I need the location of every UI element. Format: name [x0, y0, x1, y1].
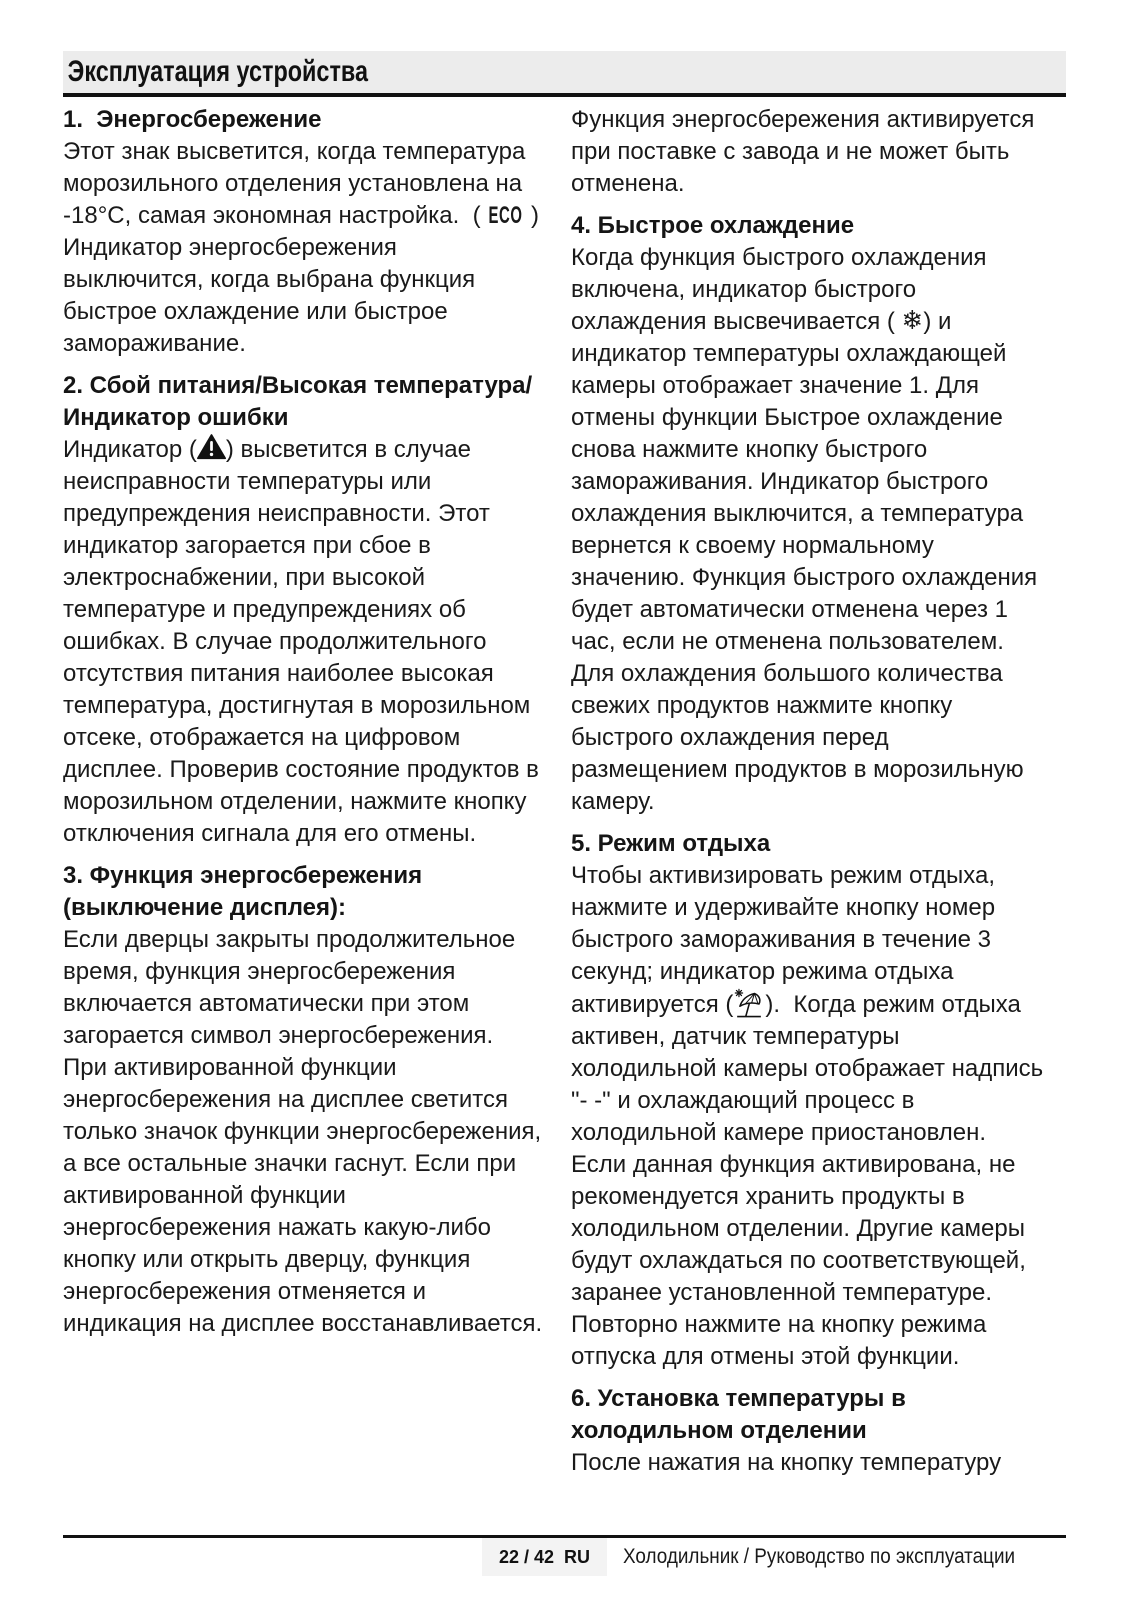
page-indicator: 22 / 42 RU [482, 1538, 607, 1576]
text-before-eco: Этот знак высветится, когда температура морозильного отделения установлена на -18°C, самая экономная настройка. ( [63, 138, 532, 229]
text-after-umbrella: ). Когда режим отдыха активен, датчик температуры холодильной камеры отображает надпись "- -" и охлаждающий процесс в холодильной камере приостановлен. Если данная функция активирована, не рекомендуется хранить продукты в холодильном отделении. Другие камеры будут охлаждаться по соответствующей, заранее установленной температуре. Повторно нажмите на кнопку режима отпуска для отмены этой функции. [571, 991, 1057, 1370]
beach-umbrella-icon [733, 988, 765, 1019]
para-fast-cooling [571, 242, 1049, 818]
para-energy-saving-function-2: При активированной функции энергосбережения на дисплее светится только значок функции энергосбережения, а все остальные значки гаснут. Если при активированной функции энергосбережения нажать какую-либо кнопку или открыть дверцу, функция энергосбережения отменяется и индикация на дисплее восстанавливается. [63, 1054, 548, 1337]
text-before-snowflake: Когда функция быстрого охлаждения включена, индикатор быстрого охлаждения высвечивается ( [571, 244, 994, 335]
right-column [571, 104, 1057, 1479]
heading-energy-saving: 1. Энергосбережение [63, 106, 322, 133]
page-title: Эксплуатация устройства [67, 55, 369, 88]
text-after-eco: ) Индикатор энергосбережения выключится, когда выбрана функция быстрое охлаждение или быстрое замораживание. [63, 202, 546, 357]
snowflake-icon: ❄ [901, 306, 924, 336]
heading-fast-cooling: 4. Быстрое охлаждение [571, 212, 855, 239]
section-header-bar [63, 51, 1066, 97]
para-energy-saving-function-1: Если дверцы закрыты продолжительное время, функция энергосбережения включается автоматически при этом загорается символ энергосбережения. [63, 926, 522, 1049]
para-energy-saving [63, 136, 544, 360]
para-vacation-mode [571, 860, 1057, 1373]
left-column [63, 104, 548, 1479]
document-title: Холодильник / Руководство по эксплуатации [623, 1545, 1016, 1568]
eco-indicator-label: ECO [488, 202, 523, 229]
heading-power-failure: 2. Сбой питания/Высокая температура/Индикатор ошибки [63, 372, 533, 431]
text-before-umbrella: Чтобы активизировать режим отдыха, нажмите и удерживайте кнопку номер быстрого замораживания в течение 3 секунд; индикатор режима отдыха активируется ( [571, 862, 1002, 1018]
para-fridge-temperature: После нажатия на кнопку температуру [571, 1449, 1002, 1476]
heading-fridge-temperature: 6. Установка температуры в холодильном отделении [571, 1385, 913, 1444]
heading-vacation-mode: 5. Режим отдыха [571, 830, 771, 857]
heading-energy-saving-function: 3. Функция энергосбережения (выключение дисплея): [63, 862, 429, 921]
text-after-warning: ) высветится в случае неисправности температуры или предупреждения неисправности. Этот индикатор загорается при сбое в электроснабжении, при высокой температуре и предупреждениях об ошибках. В случае продолжительного отсутствия питания наиболее высокая температура, достигнутая в морозильном отсеке, отображается на цифровом дисплее. Проверив состояние продуктов в морозильном отделении, нажмите кнопку отключения сигнала для его отмены. [63, 436, 546, 847]
para-energy-saving-function-3: Функция энергосбережения активируется при поставке с завода и не может быть отменена. [571, 106, 1041, 197]
text-after-snowflake: ) и индикатор температуры охлаждающей камеры отображает значение 1. Для отмены функции Быстрое охлаждение снова нажмите кнопку быстрого замораживания. Индикатор быстрого охлаждения выключится, а температура вернется к своему нормальному значению. Функция быстрого охлаждения будет автоматически отменена через 1 час, если не отменена пользователем. Для охлаждения большого количества свежих продуктов нажмите кнопку быстрого охлаждения перед размещением продуктов в морозильную камеру. [571, 308, 1044, 815]
text-before-warning: Индикатор ( [63, 436, 197, 463]
para-power-failure [63, 434, 544, 850]
content-columns [63, 104, 1066, 1479]
warning-triangle-icon [197, 434, 226, 460]
